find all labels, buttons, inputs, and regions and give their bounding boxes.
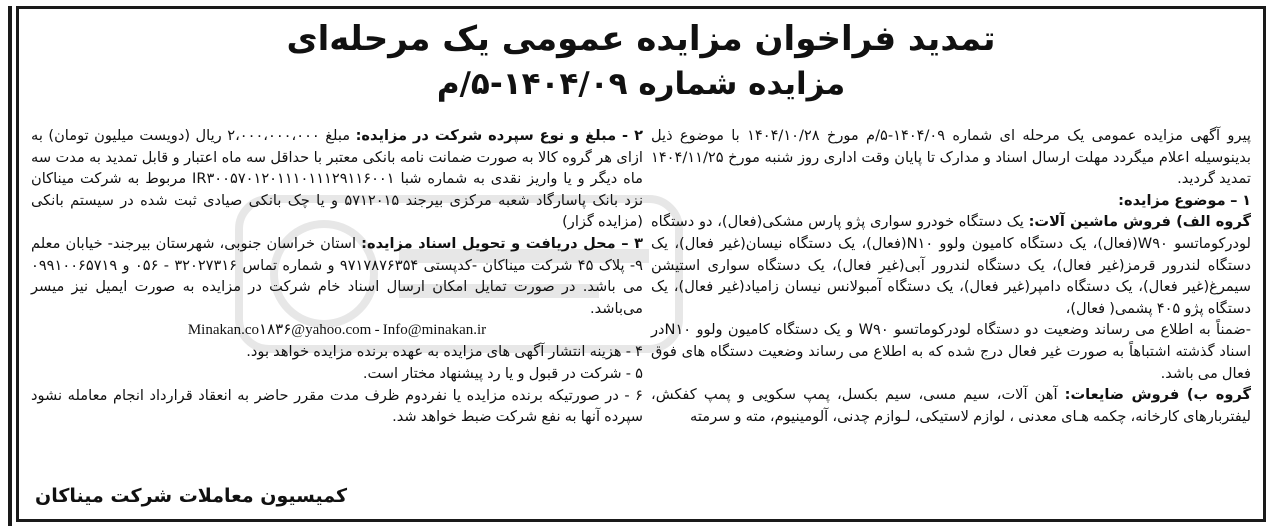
contact-emails: Minakan.co۱۸۳۶@yahoo.com - Info@minakan.ir <box>187 322 487 339</box>
signature: کمیسیون معاملات شرکت میناکان <box>35 485 347 507</box>
deposit-label: ۲ - مبلغ و نوع سپرده شرکت در مزایده: <box>355 127 643 144</box>
intro-paragraph: پیرو آگهی مزایده عمومی یک مرحله ای شماره ۱۴۰۴/۰۹-۵/م مورخ ۱۴۰۴/۱۰/۲۸ با موضوع ذیل بدینوسیله اعلام میگردد مهلت ارسال اسناد و مدارک تا پایان وقت اداری روز شنبه مورخ ۱۴۰۴/۱۱/۲۵ تمدید گردید. <box>651 127 1251 188</box>
deposit-text: مبلغ ۲،۰۰۰،۰۰۰،۰۰۰ ریال (دویست میلیون تومان) به ازای هر گروه کالا به صورت ضمانت نامه بانکی معتبر با حداقل سه ماه اعتبار و قابل تمدید به مدت سه ماه دیگر و یا واریز نقدی به شماره شبا IR۳۰۰۵۷۰۱۲۰۱۱۱۰۱۱۱۲۹۱۱۶۰۰۱ مربوط به شرکت میناکان نزد بانک پاسارگاد شعبه مرکزی بیرجند ۵۷۱۲۰۱۵ و یا چک بانکی صیادی ثبت شده در سیستم بانکی (مزایده گزار) <box>31 127 644 231</box>
left-column <box>31 125 643 428</box>
clause-4: ۴ - هزینه انتشار آگهی های مزایده به عهده برنده مزایده خواهد بود. <box>246 343 643 361</box>
left-border-rule <box>8 6 12 526</box>
group-a-paragraph <box>651 211 1251 319</box>
docs-text: استان خراسان جنوبی، شهرستان بیرجند- خیابان معلم ۹- پلاک ۴۵ شرکت میناکان -کدپستی ۹۷۱۷۸۷۶۳۵۴ و شماره تماس ۳۲۰۲۷۳۱۶ - ۰۵۶ و ۰۹۹۱۰۰۶۵۷۱۹ می باشد. در صورت تمایل امکان ارسال اسناد خام شرکت در مزایده به صورت ایمیل نیز میسر می‌باشد. <box>31 234 644 317</box>
notice-frame <box>16 6 1266 522</box>
docs-paragraph <box>31 233 643 319</box>
clause-5: ۵ - شرکت در قبول و یا رد پیشنهاد مختار است. <box>362 364 643 382</box>
subject-heading: ۱ – موضوع مزایده: <box>1118 191 1251 209</box>
page-title: تمدید فراخوان مزایده عمومی یک مرحله‌ای <box>286 19 996 59</box>
group-b-text: آهن آلات، سیم مسی، سیم بکسل، پمپ سکویی و پمپ کفکش، لیفتربارهای کارخانه، چکمه هـای معدنی ، لوازم لاستیکی، لـوازم چدنی، آلومینیوم، مته و سرمته <box>651 386 1251 425</box>
clause-6: ۶ - در صورتیکه برنده مزایده یا نفردوم ظرف مدت مقرر حاضر به انعقاد قرارداد انجام معامله نشود سپرده آنها به نفع شرکت ضبط خواهد شد. <box>31 386 643 426</box>
auction-number-title: مزایده شماره ۱۴۰۴/۰۹-۵/م <box>436 66 846 102</box>
group-a-label: گروه الف) فروش ماشین آلات: <box>1028 213 1252 231</box>
docs-label: ۳ – محل دریافت و تحویل اسناد مزایده: <box>361 234 644 252</box>
group-a-text: یک دستگاه خودرو سواری پژو پارس مشکی(فعال)، دو دستگاه لودرکوماتسو W۹۰(فعال)، یک دستگاه کامیون ولوو N۱۰(فعال)، یک دستگاه نیسان(غیر فعال)، یک دستگاه لندرور قرمز(غیر فعال)، یک دستگاه لندرور آبی(غیر فعال)، یک دستگاه سواری استیشن سیمرغ(غیر فعال)، یک دستگاه دامپر(غیر فعال)، یک دستگاه آمبولانس نیسان زامیاد(غیر فعال)، یک دستگاه پژو ۴۰۵ پشمی( فعال)، <box>651 213 1251 317</box>
right-column <box>651 125 1251 427</box>
group-b-paragraph <box>651 384 1251 427</box>
deposit-paragraph <box>31 125 643 233</box>
group-b-label: گروه ب) فروش ضایعات: <box>1064 386 1251 404</box>
status-note: -ضمناً به اطلاع می رساند وضعیت دو دستگاه لودرکوماتسو W۹۰ و یک دستگاه کامیون ولوو N۱۰در اسناد گذشته اشتباهاً به صورت غیر فعال درج شده که به اطلاع می رساند وضعیت دستگاه های فوق فعال می باشد. <box>651 321 1251 382</box>
